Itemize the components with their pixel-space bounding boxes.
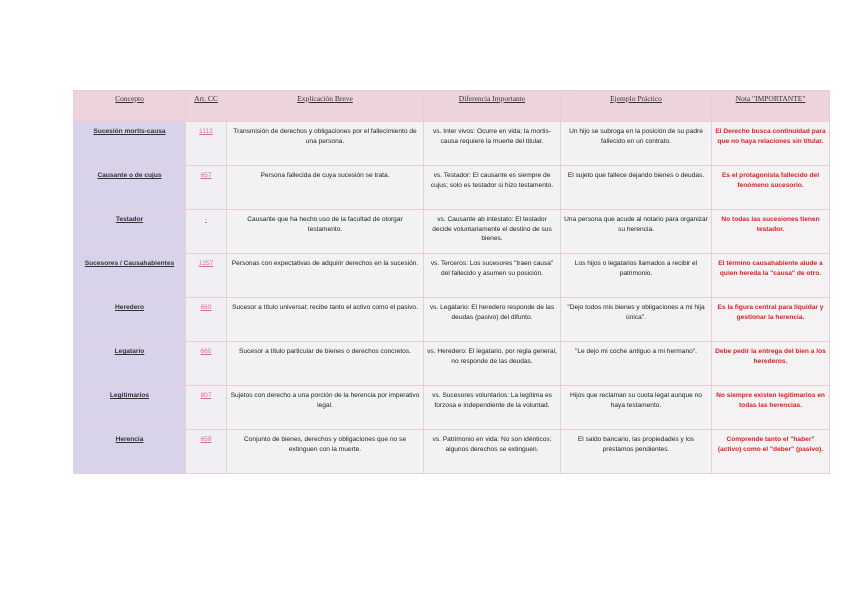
- note-cell: El término causahabiente alude a quien hereda la "causa" de otro.: [712, 254, 830, 298]
- table-row: [74, 210, 830, 254]
- concept-cell[interactable]: Heredero: [74, 298, 186, 342]
- example-cell: Hijos que reclaman su cuota legal aunque no haya testamento.: [561, 386, 712, 430]
- article-link[interactable]: 660: [186, 342, 227, 386]
- concept-cell[interactable]: Causante o de cujus: [74, 166, 186, 210]
- note-cell: No todas las sucesiones tienen testador.: [712, 210, 830, 254]
- header-row: [74, 91, 830, 122]
- difference-cell: vs. Causante ab intestato: El testador decide voluntariamente el destino de sus bienes.: [424, 210, 561, 254]
- difference-cell: vs. Heredero: El legatario, por regla general, no responde de las deudas.: [424, 342, 561, 386]
- example-cell: Una persona que acude al notario para organizar su herencia.: [561, 210, 712, 254]
- explanation-cell: Persona fallecida de cuya sucesión se trata.: [227, 166, 424, 210]
- note-cell: Comprende tanto el "haber" (activo) como el "deber" (pasivo).: [712, 430, 830, 474]
- example-cell: Los hijos o legatarios llamados a recibir el patrimonio.: [561, 254, 712, 298]
- article-link[interactable]: 1257: [186, 254, 227, 298]
- table-row: [74, 430, 830, 474]
- concepts-table: [73, 90, 830, 474]
- example-cell: El sujeto que fallece dejando bienes o deudas.: [561, 166, 712, 210]
- explanation-cell: Sucesor a título universal; recibe tanto el activo como el pasivo.: [227, 298, 424, 342]
- concept-cell[interactable]: Legatario: [74, 342, 186, 386]
- difference-cell: vs. Legatario: El heredero responde de las deudas (pasivo) del difunto.: [424, 298, 561, 342]
- header-explanation: Explicación Breve: [227, 91, 424, 122]
- article-link[interactable]: 1112: [186, 122, 227, 166]
- article-link[interactable]: 659: [186, 430, 227, 474]
- concept-cell[interactable]: Sucesión mortis-causa: [74, 122, 186, 166]
- note-cell: No siempre existen legitimarios en todas las herencias.: [712, 386, 830, 430]
- table-row: [74, 342, 830, 386]
- concept-cell[interactable]: Legitimarios: [74, 386, 186, 430]
- explanation-cell: Causante que ha hecho uso de la facultad de otorgar testamento.: [227, 210, 424, 254]
- header-note: Nota "IMPORTANTE": [712, 91, 830, 122]
- difference-cell: vs. Patrimonio en vida: No son idénticos; algunos derechos se extinguen.: [424, 430, 561, 474]
- explanation-cell: Sujetos con derecho a una porción de la herencia por imperativo legal.: [227, 386, 424, 430]
- table-row: [74, 254, 830, 298]
- table-row: [74, 386, 830, 430]
- table-row: [74, 166, 830, 210]
- note-cell: Es el protagonista fallecido del fenómeno sucesorio.: [712, 166, 830, 210]
- table-row: [74, 122, 830, 166]
- example-cell: El saldo bancario, las propiedades y los préstamos pendientes.: [561, 430, 712, 474]
- header-article: Art. CC: [186, 91, 227, 122]
- example-cell: "Le dejo mi coche antiguo a mi hermano".: [561, 342, 712, 386]
- table-row: [74, 298, 830, 342]
- difference-cell: vs. Testador: El causante es siempre de cujus; solo es testador si hizo testamento.: [424, 166, 561, 210]
- explanation-cell: Sucesor a título particular de bienes o derechos concretos.: [227, 342, 424, 386]
- explanation-cell: Personas con expectativas de adquirir derechos en la sucesión.: [227, 254, 424, 298]
- note-cell: El Derecho busca continuidad para que no haya relaciones sin titular.: [712, 122, 830, 166]
- article-link[interactable]: -: [186, 210, 227, 254]
- article-link[interactable]: 660: [186, 298, 227, 342]
- concept-cell[interactable]: Sucesores / Causahabientes: [74, 254, 186, 298]
- note-cell: Es la figura central para liquidar y gestionar la herencia.: [712, 298, 830, 342]
- example-cell: Un hijo se subroga en la posición de su padre fallecido en un contrato.: [561, 122, 712, 166]
- header-example: Ejemplo Práctico: [561, 91, 712, 122]
- concept-cell[interactable]: Testador: [74, 210, 186, 254]
- difference-cell: vs. Sucesores voluntarios: La legítima es forzosa e independiente de la voluntad.: [424, 386, 561, 430]
- explanation-cell: Transmisión de derechos y obligaciones por el fallecimiento de una persona.: [227, 122, 424, 166]
- difference-cell: vs. Inter vivos: Ocurre en vida; la mortis-causa requiere la muerte del titular.: [424, 122, 561, 166]
- header-concept: Concepto: [74, 91, 186, 122]
- concept-cell[interactable]: Herencia: [74, 430, 186, 474]
- explanation-cell: Conjunto de bienes, derechos y obligaciones que no se extinguen con la muerte.: [227, 430, 424, 474]
- example-cell: "Dejo todos mis bienes y obligaciones a mi hija única".: [561, 298, 712, 342]
- article-link[interactable]: 807: [186, 386, 227, 430]
- header-difference: Diferencia Importante: [424, 91, 561, 122]
- note-cell: Debe pedir la entrega del bien a los herederos.: [712, 342, 830, 386]
- difference-cell: vs. Terceros: Los sucesores "traen causa" del fallecido y asumen su posición.: [424, 254, 561, 298]
- article-link[interactable]: 657: [186, 166, 227, 210]
